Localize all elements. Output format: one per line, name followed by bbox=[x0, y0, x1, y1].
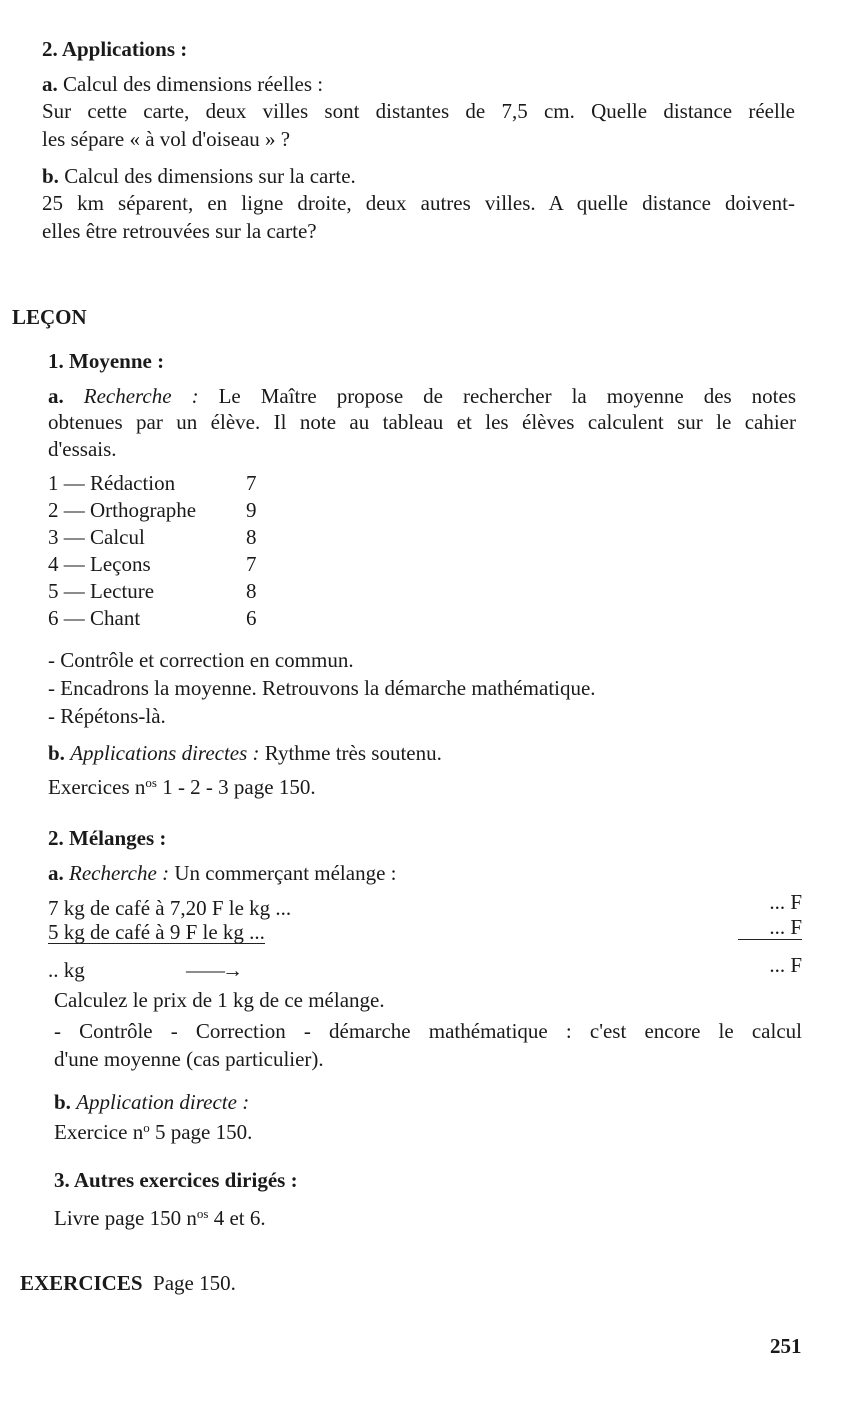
autres-heading: 3. Autres exercices dirigés : bbox=[54, 1168, 298, 1192]
mix-row-2: 5 kg de café à 9 F le kg ... bbox=[48, 920, 265, 944]
melanges-exercise: Exercice $n^o$ 5 page 150. bbox=[54, 1120, 253, 1144]
moyenne-a-text: a. Recherche : Le Maître propose de rechercher la moyenne des notes bbox=[48, 384, 797, 408]
applications-a-title: a. Calcul des dimensions réelles : bbox=[42, 72, 324, 96]
grade-row: 3 — Calcul 8 bbox=[48, 525, 257, 549]
mix-control: - Contrôle - Correction - démarche mathématique : c'est encore le calcul bbox=[54, 1019, 802, 1043]
arrow-icon: ——→ bbox=[186, 958, 240, 982]
moyenne-b-text: b. Applications directes : Rythme très soutenu. bbox=[48, 741, 442, 765]
mix-price-total: ... F bbox=[769, 953, 802, 977]
moyenne-a-text-3: d'essais. bbox=[48, 437, 117, 461]
moyenne-a-text-2: obtenues par un élève. Il note au tableau et les élèves calculent sur le cahier bbox=[48, 410, 796, 434]
applications-a-text-2: les sépare « à vol d'oiseau » ? bbox=[42, 127, 291, 151]
exercices-line: EXERCICES Page 150. bbox=[20, 1271, 236, 1295]
grade-row: 1 — Rédaction 7 bbox=[48, 471, 257, 495]
lecon-heading: LEÇON bbox=[12, 305, 87, 329]
step-item: - Contrôle et correction en commun. bbox=[48, 648, 354, 672]
grade-row: 2 — Orthographe 9 bbox=[48, 498, 257, 522]
mix-row-1: 7 kg de café à 7,20 F le kg ... bbox=[48, 896, 292, 920]
mix-total-kg: .. kg bbox=[48, 958, 85, 982]
grade-row: 5 — Lecture 8 bbox=[48, 579, 257, 603]
mix-price-1: ... F bbox=[769, 890, 802, 914]
step-item: - Répétons-là. bbox=[48, 704, 166, 728]
applications-heading: 2. Applications : bbox=[42, 37, 188, 61]
melanges-a-text: a. Recherche : Un commerçant mélange : bbox=[48, 861, 397, 885]
page-number: 251 bbox=[770, 1334, 802, 1358]
melanges-heading: 2. Mélanges : bbox=[48, 826, 167, 850]
applications-a-text: Sur cette carte, deux villes sont distantes de 7,5 cm. Quelle distance réelle bbox=[42, 99, 795, 123]
autres-text: Livre page 150 $n^{os}$ 4 et 6. bbox=[54, 1206, 266, 1230]
applications-b-text: 25 km séparent, en ligne droite, deux autres villes. A quelle distance doivent- bbox=[42, 191, 795, 215]
step-item: - Encadrons la moyenne. Retrouvons la démarche mathématique. bbox=[48, 676, 596, 700]
moyenne-heading: 1. Moyenne : bbox=[48, 349, 165, 373]
grade-row: 6 — Chant 6 bbox=[48, 606, 257, 630]
mix-control-2: d'une moyenne (cas particulier). bbox=[54, 1047, 324, 1071]
grade-row: 4 — Leçons 7 bbox=[48, 552, 257, 576]
mix-price-2: ... F bbox=[738, 915, 802, 940]
mix-question: Calculez le prix de 1 kg de ce mélange. bbox=[54, 988, 385, 1012]
applications-b-text-2: elles être retrouvées sur la carte? bbox=[42, 219, 317, 243]
applications-b-title: b. Calcul des dimensions sur la carte. bbox=[42, 164, 356, 188]
moyenne-exercises: Exercices $n^{os}$ 1 - 2 - 3 page 150. bbox=[48, 775, 316, 799]
melanges-b-text: b. Application directe : bbox=[54, 1090, 250, 1114]
